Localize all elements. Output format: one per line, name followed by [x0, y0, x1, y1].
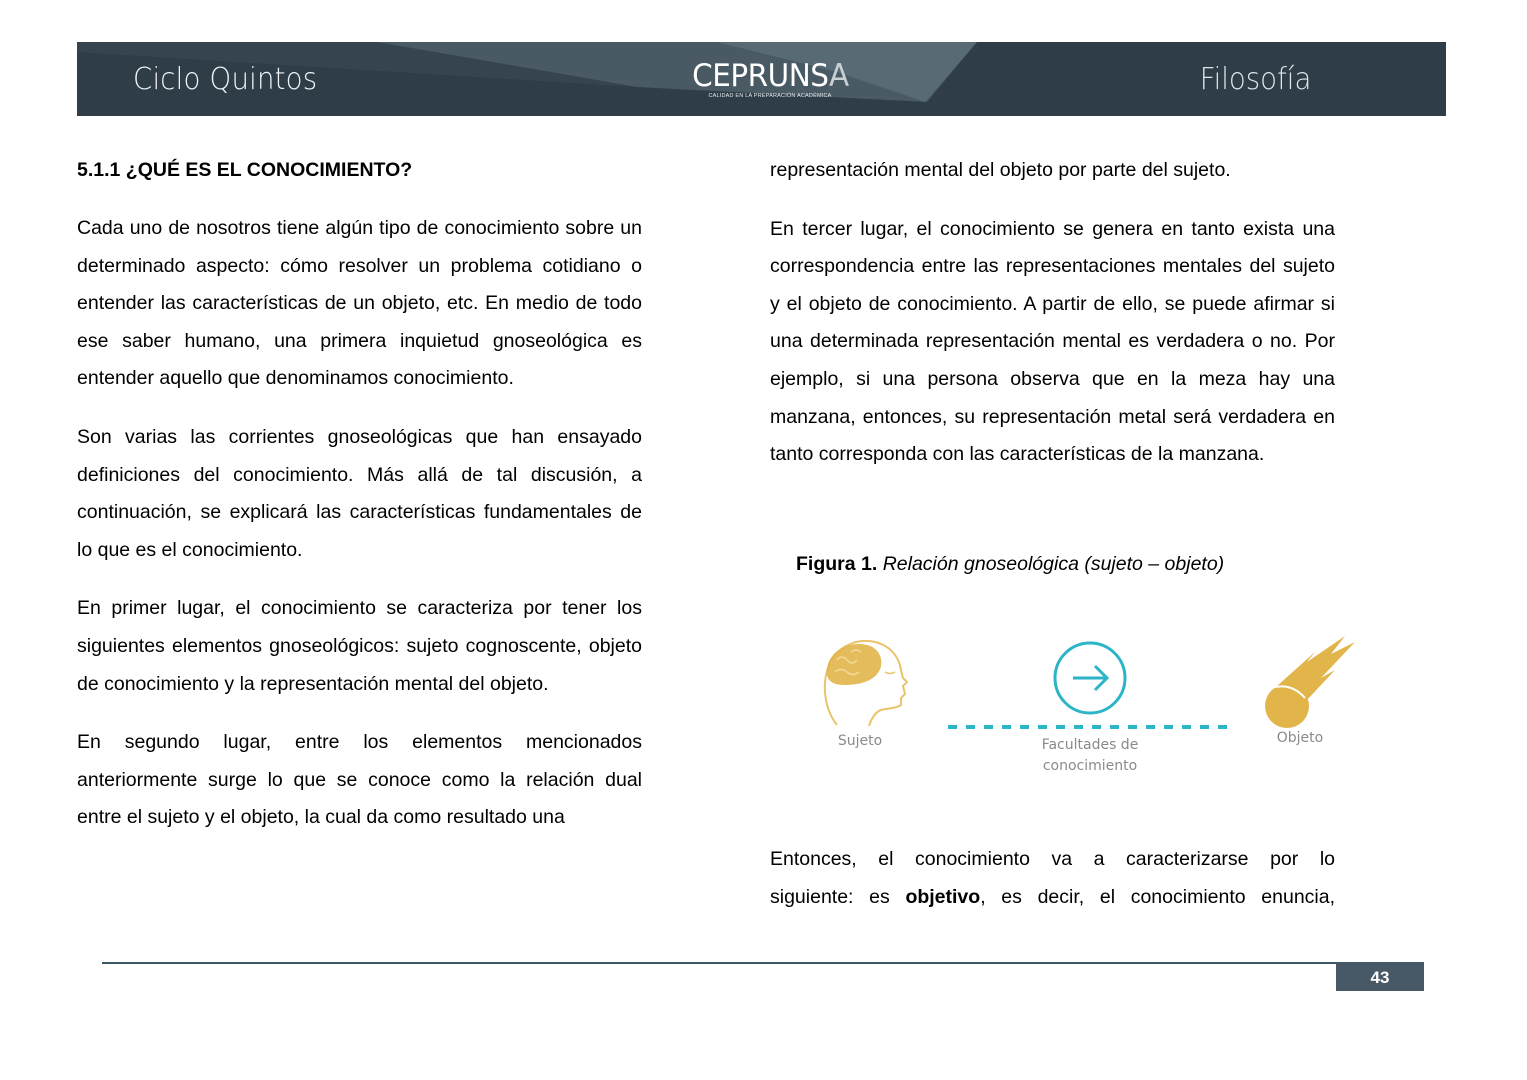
faculties-label: [1010, 735, 1170, 777]
right-column: [770, 150, 1335, 474]
gnoseological-relation-figure: [815, 630, 1370, 785]
logo-name-accent: A: [828, 58, 849, 94]
subject-title: Filosofía: [1199, 62, 1311, 97]
ceprunsa-logo: [687, 60, 853, 99]
paragraph: representación mental del objeto por parte del sujeto.: [770, 159, 1231, 181]
logo-tagline: CALIDAD EN LA PREPARACIÓN ACADÉMICA: [708, 93, 832, 99]
section-heading: 5.1.1 ¿QUÉ ES EL CONOCIMIENTO?: [77, 159, 413, 181]
header-banner: [77, 42, 1446, 116]
figure-caption: [796, 553, 1224, 576]
object-label: Objeto: [1276, 730, 1324, 746]
arrow-circle-icon: [1055, 643, 1125, 713]
paragraph: Cada uno de nosotros tiene algún tipo de conocimiento sobre un determinado aspecto: cómo resolver un problema cotidiano o entender las características de un objeto, etc. En medio de todo ese saber humano, una primera inquietud gnoseológica es entender aquello que denominamos conocimiento.: [77, 217, 642, 390]
closing-line-2: [770, 879, 1335, 917]
head-brain-icon: [825, 641, 907, 726]
paragraph: En segundo lugar, entre los elementos mencionados anteriormente surge lo que se conoce como la relación dual entre el sujeto y el objeto, la cual da como resultado una: [77, 731, 642, 829]
paragraph: En primer lugar, el conocimiento se caracteriza por tener los siguientes elementos gnoseológicos: sujeto cognoscente, objeto de conocimiento y la representación mental del objeto.: [77, 597, 642, 695]
footer-divider: [102, 962, 1424, 964]
subject-label: Sujeto: [837, 733, 883, 749]
faculties-label-line1: Facultades de: [1041, 737, 1139, 753]
faculties-label-line2: conocimiento: [1042, 758, 1138, 774]
objetivo-emphasis: objetivo: [905, 885, 981, 908]
figure-label: Figura 1.: [796, 553, 878, 575]
closing-text: , es decir, el conocimiento enuncia,: [980, 885, 1336, 908]
closing-text: siguiente: es: [770, 885, 906, 908]
paragraph: Son varias las corrientes gnoseológicas que han ensayado definiciones del conocimiento. Más allá de tal discusión, a continuación, se explicará las características fundamentales de lo que es el conocimiento.: [77, 425, 642, 561]
figure-title: Relación gnoseológica (sujeto – objeto): [882, 553, 1225, 575]
closing-paragraph: [770, 841, 1335, 916]
page-number-badge: 43: [1336, 963, 1424, 991]
closing-line-1: Entonces, el conocimiento va a caracterizarse por lo: [770, 848, 1335, 870]
comet-icon: [1265, 636, 1355, 728]
course-cycle-title: Ciclo Quintos: [133, 62, 318, 97]
left-column: [77, 150, 642, 837]
logo-name: CEPRUNS: [691, 58, 829, 94]
paragraph: En tercer lugar, el conocimiento se genera en tanto exista una correspondencia entre las representaciones mentales del sujeto y el objeto de conocimiento. A partir de ello, se puede afirmar si una determinada representación mental es verdadera o no. Por ejemplo, si una persona observa que en la meza hay una manzana, entonces, su representación metal será verdadera en tanto corresponda con las características de la manzana.: [770, 217, 1335, 466]
